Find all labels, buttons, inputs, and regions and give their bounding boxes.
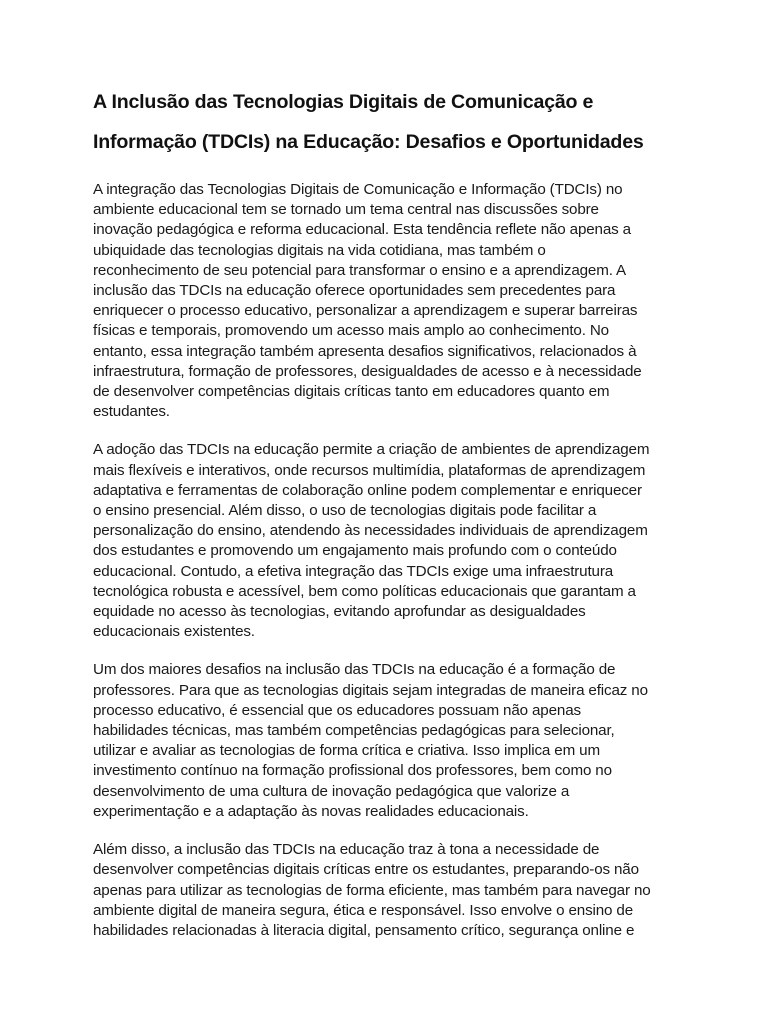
text-line: físicas e temporais, promovendo um acesso mais amplo ao conhecimento. No <box>93 322 609 340</box>
text-line: inclusão das TDCIs na educação oferece oportunidades sem precedentes para <box>93 282 616 300</box>
text-line: educacionais existentes. <box>93 623 255 641</box>
text-line: habilidades relacionadas à literacia digital, pensamento crítico, segurança online e <box>93 921 635 939</box>
text-line: enriquecer o processo educativo, personalizar a aprendizagem e superar barreiras <box>93 302 638 320</box>
text-line: ubiquidade das tecnologias digitais na vida cotidiana, mas também o <box>93 241 546 259</box>
text-line: desenvolvimento de uma cultura de inovação pedagógica que valorize a <box>93 782 570 800</box>
text-line: reconhecimento de seu potencial para transformar o ensino e a aprendizagem. A <box>93 261 626 279</box>
text-line: processo educativo, é essencial que os educadores possuam não apenas <box>93 701 581 719</box>
text-line: A adoção das TDCIs na educação permite a criação de ambientes de aprendizagem <box>93 441 650 459</box>
document-page <box>93 82 677 959</box>
text-line: entanto, essa integração também apresenta desafios significativos, relacionados à <box>93 342 637 360</box>
title-line-2: Informação (TDCIs) na Educação: Desafios e Oportunidades <box>93 131 644 153</box>
text-line: infraestrutura, formação de professores, desigualdades de acesso e à necessidade <box>93 362 642 380</box>
text-line: inovação pedagógica e reforma educacional. Esta tendência reflete não apenas a <box>93 221 631 239</box>
text-line: habilidades técnicas, mas também competências pedagógicas para selecionar, <box>93 722 615 740</box>
text-line: dos estudantes e promovendo um engajamento mais profundo com o conteúdo <box>93 542 617 560</box>
text-line: Um dos maiores desafios na inclusão das TDCIs na educação é a formação de <box>93 661 616 679</box>
text-line: Além disso, a inclusão das TDCIs na educação traz à tona a necessidade de <box>93 841 600 859</box>
text-line: experimentação e a adaptação às novas realidades educacionais. <box>93 802 529 820</box>
text-line: de desenvolver competências digitais críticas tanto em educadores quanto em <box>93 383 610 401</box>
text-line: apenas para utilizar as tecnologias de forma eficiente, mas também para navegar no <box>93 881 651 899</box>
text-line: mais flexíveis e interativos, onde recursos multimídia, plataformas de aprendizagem <box>93 461 646 479</box>
text-line: equidade no acesso às tecnologias, evitando aprofundar as desigualdades <box>93 603 586 621</box>
paragraph-4 <box>93 840 677 941</box>
text-line: estudantes. <box>93 403 170 421</box>
text-line: educacional. Contudo, a efetiva integração das TDCIs exige uma infraestrutura <box>93 562 614 580</box>
text-line: professores. Para que as tecnologias digitais sejam integradas de maneira eficaz no <box>93 681 648 699</box>
text-line: adaptativa e ferramentas de colaboração online podem complementar e enriquecer <box>93 481 642 499</box>
text-line: A integração das Tecnologias Digitais de Comunicação e Informação (TDCIs) no <box>93 181 623 198</box>
paragraph-2 <box>93 440 677 642</box>
text-line: tecnológica robusta e acessível, bem como políticas educacionais que garantam a <box>93 582 636 600</box>
paragraph-1 <box>93 180 677 422</box>
text-line: investimento contínuo na formação profissional dos professores, bem como no <box>93 762 612 780</box>
document-title <box>93 82 677 162</box>
text-line: ambiente digital de maneira segura, ética e responsável. Isso envolve o ensino de <box>93 901 633 919</box>
paragraph-3 <box>93 660 677 822</box>
text-line: desenvolver competências digitais críticas entre os estudantes, preparando-os não <box>93 861 639 879</box>
text-line: ambiente educacional tem se tornado um tema central nas discussões sobre <box>93 201 599 219</box>
text-line: o ensino presencial. Além disso, o uso de tecnologias digitais pode facilitar a <box>93 502 597 520</box>
text-line: personalização do ensino, atendendo às necessidades individuais de aprendizagem <box>93 522 648 540</box>
title-line-1: A Inclusão das Tecnologias Digitais de Comunicação e <box>93 91 594 113</box>
text-line: utilizar e avaliar as tecnologias de forma crítica e criativa. Isso implica em um <box>93 742 600 760</box>
